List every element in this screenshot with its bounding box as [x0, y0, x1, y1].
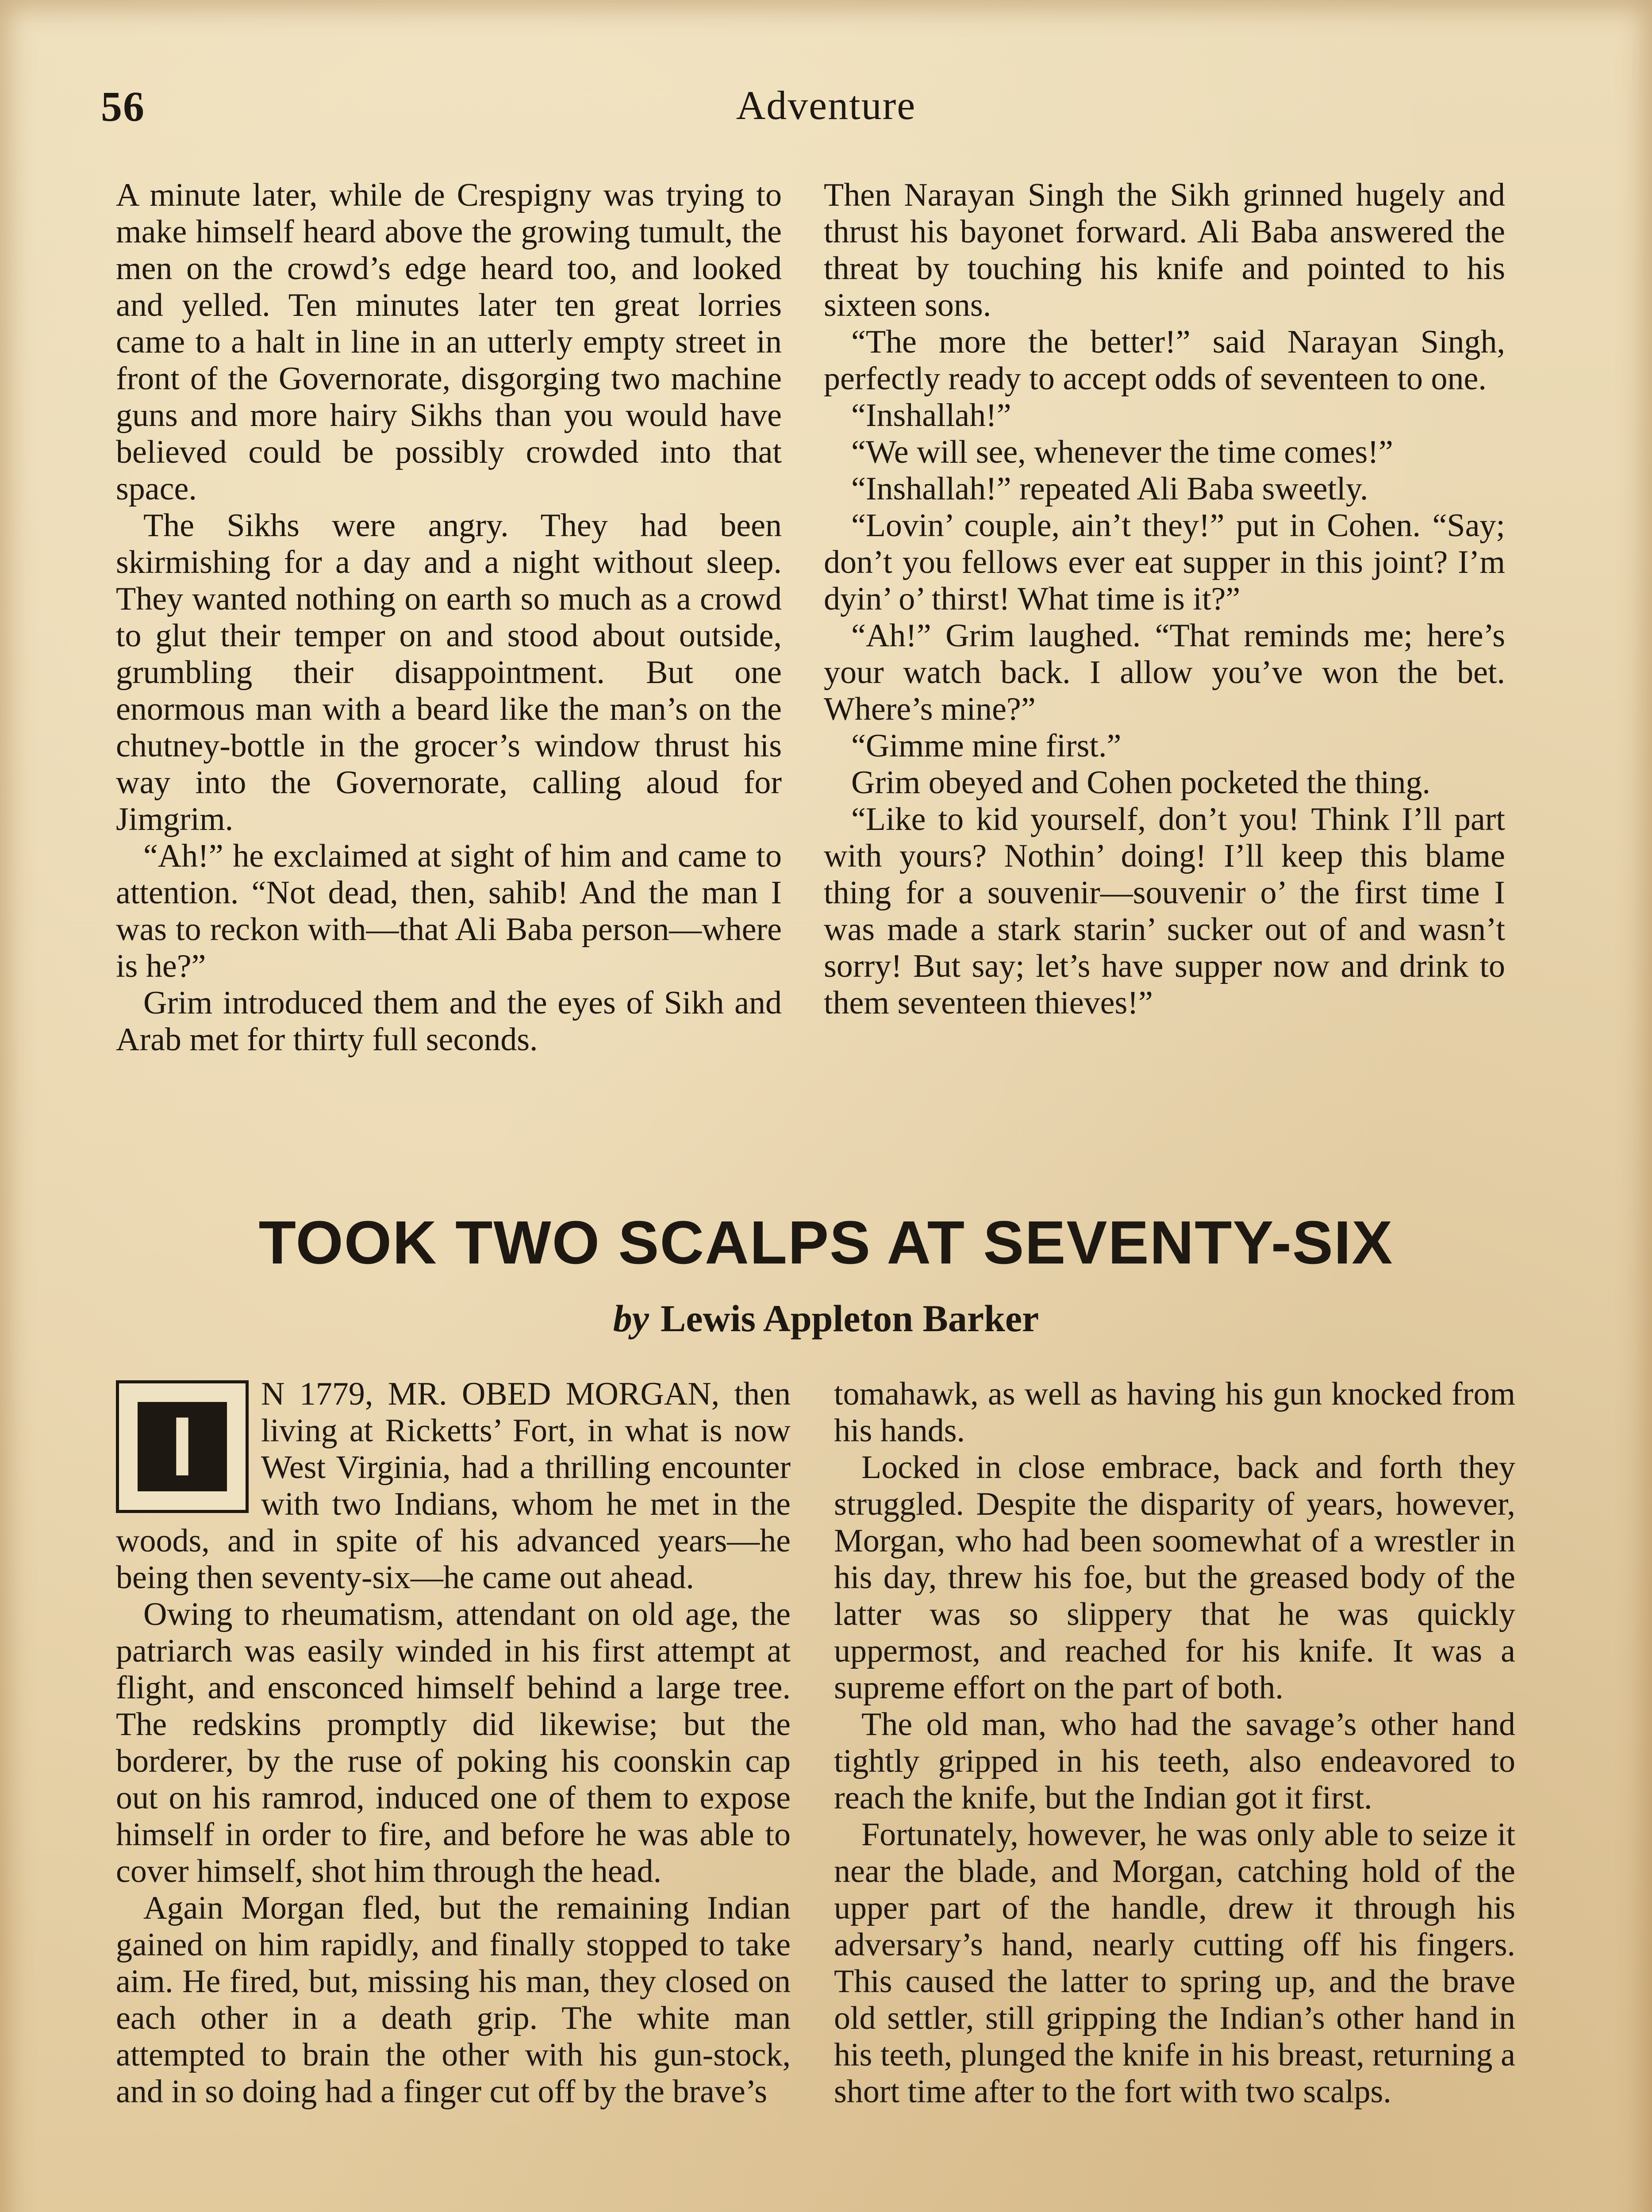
paragraph: “Ah!” Grim laughed. “That reminds me; here’s your watch back. I allow you’ve won the bet. Where’s mine?” [824, 618, 1505, 727]
paragraph: “The more the better!” said Narayan Singh, perfectly ready to accept odds of seventeen to one. [824, 324, 1505, 397]
byline-by: by [613, 1297, 649, 1340]
story-left-column [116, 1376, 791, 2110]
paragraph: Owing to rheumatism, attendant on old age, the patriarch was easily winded in his first attempt at flight, and ensconced himself behind a large tree. The redskins promptly did likewise; but the borderer, by the ruse of poking his coonskin cap out on his ramrod, induced one of them to expose himself in order to fire, and before he was able to cover himself, shot him through the head. [116, 1596, 791, 1889]
byline [0, 1296, 1652, 1340]
paragraph: Fortunately, however, he was only able to seize it near the blade, and Morgan, catching hold of the upper part of the handle, drew it through his adversary’s hand, nearly cutting off his fingers. This caused the latter to spring up, and the brave old settler, still gripping the Indian’s other hand in his teeth, plunged the knife in his breast, returning a short time after to the fort with two scalps. [834, 1816, 1515, 2110]
drop-cap-letter: I [170, 1399, 194, 1494]
top-right-column [824, 177, 1505, 1022]
paragraph: “Inshallah!” repeated Ali Baba sweetly. [851, 471, 1368, 507]
paragraph: A minute later, while de Crespigny was trying to make himself heard above the growing tumult, the men on the crowd’s edge heard too, and looked and yelled. Ten minutes later ten great lorries came to a halt in line in an utterly empty street in front of the Governorate, disgorging two machine guns and more hairy Sikhs than you would have believed could be possibly crowded into that space. [116, 177, 782, 507]
story-title: TOOK TWO SCALPS AT SEVENTY-SIX [258, 1209, 1394, 1277]
paragraph: “Inshallah!” [851, 397, 1011, 434]
top-left-column [116, 177, 782, 1058]
paragraph: “Like to kid yourself, don’t you! Think I’ll part with yours? Nothin’ doing! I’ll keep this blame thing for a souvenir—souvenir o’ the first time I was made a stark starin’ sucker out of and wasn’t sorry! But say; let’s have supper now and drink to them seventeen thieves!” [824, 801, 1505, 1021]
paragraph: The Sikhs were angry. They had been skirmishing for a day and a night without sleep. They wanted nothing on earth so much as a crowd to glut their temper on and stood about outside, grumbling their disappointment. But one enormous man with a beard like the man’s on the chutney-bottle in the grocer’s window thrust his way into the Governorate, calling aloud for Jimgrim. [116, 507, 782, 837]
page-number: 56 [101, 83, 145, 130]
paragraph: Again Morgan fled, but the remaining Indian gained on him rapidly, and finally stopped to take aim. He fired, but, missing his man, they closed on each other in a death grip. The white man attempted to brain the other with his gun-stock, and in so doing had a finger cut off by the brave’s [116, 1890, 791, 2110]
paragraph: Grim introduced them and the eyes of Sikh and Arab met for thirty full seconds. [116, 985, 782, 1058]
paragraph: “Gimme mine first.” [851, 728, 1122, 764]
paragraph: “We will see, whenever the time comes!” [851, 434, 1393, 470]
story-opening: N 1779, MR. OBED MORGAN, then living at Ricketts’ Fort, in what is now West Virginia, had a thrilling encounter with two Indians, whom he met in the woods, and in spite of his advanced years—he being then seventy-six—he came out ahead. [116, 1376, 791, 1596]
drop-cap [116, 1380, 249, 1513]
paragraph: Then Narayan Singh the Sikh grinned hugely and thrust his bayonet forward. Ali Baba answered the threat by touching his knife and pointed to his sixteen sons. [824, 177, 1505, 323]
paragraph: Locked in close embrace, back and forth they struggled. Despite the disparity of years, however, Morgan, who had been soomewhat of a wrestler in his day, threw his foe, but the greased body of the latter was so slippery that he was quickly uppermost, and reached for his knife. It was a supreme effort on the part of both. [834, 1449, 1515, 1706]
running-head: Adventure [736, 83, 916, 128]
paragraph: Grim obeyed and Cohen pocketed the thing. [851, 764, 1431, 801]
paragraph: “Lovin’ couple, ain’t they!” put in Cohen. “Say; don’t you fellows ever eat supper in this joint? I’m dyin’ o’ thirst! What time is it?” [824, 507, 1505, 617]
byline-author: Lewis Appleton Barker [660, 1297, 1039, 1340]
story-right-column [834, 1376, 1515, 2110]
paragraph: “Ah!” he exclaimed at sight of him and came to attention. “Not dead, then, sahib! And the man I was to reckon with—that Ali Baba person—where is he?” [116, 838, 782, 984]
paragraph: The old man, who had the savage’s other hand tightly gripped in his teeth, also endeavored to reach the knife, but the Indian got it first. [834, 1706, 1515, 1816]
paragraph: tomahawk, as well as having his gun knocked from his hands. [834, 1376, 1515, 1449]
